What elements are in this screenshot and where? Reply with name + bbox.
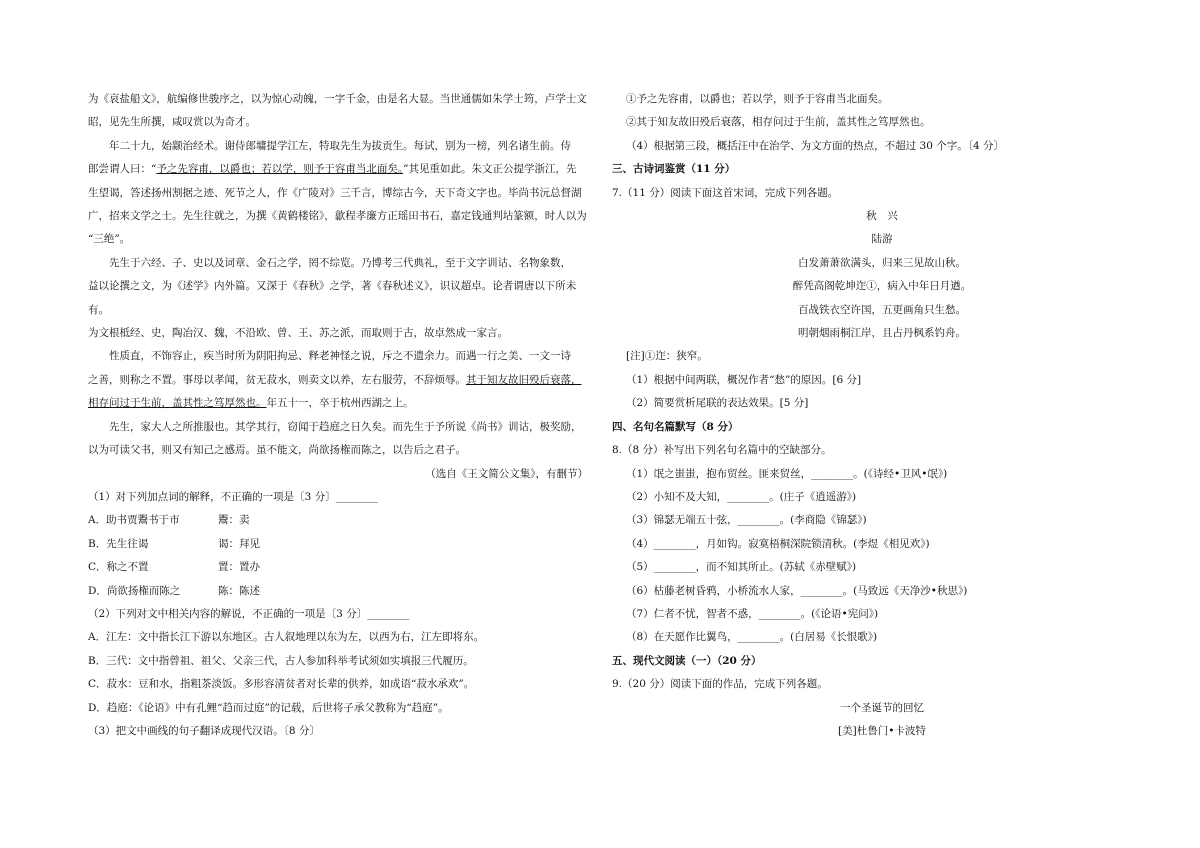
section-heading: 五、现代文阅读（一）（20 分） (612, 654, 762, 667)
text-line: 以为可读父书，则又有知己之感焉。虽不能文，尚欲扬権而陈之，以告后之君子。 (88, 444, 466, 457)
question-9: 9.（20 分）阅读下面的作品，完成下列各题。 (612, 678, 828, 691)
poem-note: [注]①迮：狭窄。 (626, 350, 708, 363)
option-c: C．称之不置 置：置办 (88, 561, 260, 574)
fill-blank-item: （4）________，月如钩。寂寞梧桐深院锁清秋。(李煜《相见欢》) (626, 537, 930, 550)
fill-blank-item: （1）氓之蚩蚩，抱布贸丝。匪来贸丝，________。(《诗经•卫风•氓》) (626, 467, 948, 480)
translation-item: ①予之先容甫，以爵也；若以学，则予于容甫当北面矣。 (626, 93, 889, 105)
option-d: D．尚欲扬権而陈之 陈：陈述 (88, 584, 260, 597)
fill-blank-item: （7）仁者不忧，智者不惑，________。(《论语•宪问》) (626, 607, 879, 620)
text-line: “三绝”。 (88, 233, 131, 246)
text-line: 生望谒，答述扬州割据之迹、死节之人，作《广陵对》三千言，博综古今，天下奇文字也。毕尚书沅总督湖 (88, 186, 582, 199)
text-line: 为文根柢经、史，陶冶汉、魏，不沿欧、曾、王、苏之派，而取则于古，故卓然成一家言。 (88, 327, 508, 340)
text-line: 相存问过于生前，盖其性之笃厚然也。年五十一，卒于杭州西湖之上。 (88, 397, 414, 410)
text-line: 先生于六经、子、史以及词章、金石之学，罔不综览。乃博考三代典礼，至于文字训诂、名物象数， (109, 256, 571, 269)
question-7: 7.（11 分）阅读下面这首宋词，完成下列各题。 (612, 186, 839, 199)
fill-blank-item: （8）在天愿作比翼鸟，________。(白居易《长恨歌》) (626, 631, 878, 644)
left-column (88, 88, 588, 743)
text-line: 广，招来文学之士。先生往就之，为撰《黄鹤楼铭》，歙程孝廉方正瑶田书石，嘉定钱通判坫篆额，时人以为 (88, 210, 587, 223)
poem-title: 秋 兴 (866, 210, 898, 223)
section-heading: 四、名句名篇默写（8 分） (612, 420, 739, 433)
option-b: B．先生往谒 谒：拜见 (88, 537, 260, 550)
text-line: 益以论撰之文，为《述学》内外篇。又深于《春秋》之学，著《春秋述义》，识议超卓。论者谓唐以下所未有。 (88, 280, 577, 316)
story-author: [美]杜鲁门•卡波特 (838, 724, 926, 737)
text-line: 为《哀盐船文》，航编修世骏序之，以为惊心动魄，一字千金，由是名大显。当世通儒如朱学士筠，卢学士文 (88, 93, 587, 105)
question-2: （2）下列对文中相关内容的解说，不正确的一项是〔3 分〕________ (88, 607, 410, 620)
section-heading: 三、古诗词鉴赏（11 分） (612, 163, 736, 176)
text-line: 郎尝谓人曰：“予之先容甫，以爵也；若以学，则予于容甫当北面矣。”其见重如此。朱文正公提学浙江，先 (88, 163, 577, 176)
story-title: 一个圣诞节的回忆 (840, 701, 924, 714)
poem-line: 明朝烟雨桐江岸，且占丹枫系钓舟。 (798, 327, 966, 340)
option-a: A．助书贾鬻书于市 鬻：卖 (88, 514, 250, 527)
text-line: 之善，则称之不置。事母以孝闻，贫无菽水，则卖文以养，左右服劳，不辞烦辱。其于知友故旧殁后衰落， (88, 373, 582, 386)
poem-author: 陆游 (871, 233, 893, 246)
option-c: C．菽水：豆和水，指粗茶淡饭。多形容清贫者对长辈的供养，如成语“菽水承欢”。 (88, 678, 475, 691)
fill-blank-item: （6）枯藤老树昏鸦，小桥流水人家，________。(马致远《天净沙•秋思》) (626, 584, 968, 597)
question-1: （1）对下列加点词的解释，不正确的一项是〔3 分〕________ (88, 490, 378, 503)
option-b: B．三代：文中指曾祖、祖父、父亲三代，古人参加科举考试须如实填报三代履历。 (88, 654, 474, 667)
underlined-sentence-1: 予之先容甫，以爵也；若以学，则予于容甫当北面矣。 (156, 163, 404, 176)
poem-line: 醉凭高阁乾坤迮①，病入中年日月遒。 (792, 280, 972, 293)
text-line: 先生，家大人之所推服也。其学其行，窃闻于趋庭之日久矣。而先生于予所说《尚书》训诂，极奖励， (109, 420, 582, 433)
text-line: 性质直，不饰容止，疾当时所为阴阳拘忌、释老神怪之说，斥之不遗余力。而遇一行之美、一文一诗 (109, 350, 571, 363)
question-3: （3）把文中画线的句子翻译成现代汉语。〔8 分〕 (88, 724, 320, 737)
underlined-sentence-2-cont: 相存问过于生前，盖其性之笃厚然也。 (88, 397, 267, 410)
fill-blank-item: （3）锦瑟无端五十弦，________。(李商隐《锦瑟》) (626, 514, 867, 527)
option-d: D．趋庭：《论语》中有孔鲤“趋而过庭”的记载，后世将子承父教称为“趋庭”。 (88, 701, 449, 714)
translation-item: ②其于知友故旧殁后衰落，相存问过于生前，盖其性之笃厚然也。 (626, 116, 931, 129)
fill-blank-item: （2）小知不及大知，________。(庄子《逍遥游》) (626, 490, 857, 503)
underlined-sentence-2: 其于知友故旧殁后衰落， (466, 373, 582, 386)
text-line: 昭，见先生所撰，咸叹赏以为奇才。 (88, 116, 256, 129)
option-a: A．江左：文中指长江下游以东地区。古人叙地理以东为左，以西为右，江左即将东。 (88, 631, 485, 644)
question-8: 8.（8 分）补写出下列名句名篇中的空缺部分。 (612, 444, 832, 457)
question-7-2: （2）简要赏析尾联的表达效果。[5 分] (626, 397, 809, 410)
question-7-1: （1）根据中间两联，概况作者“愁”的原因。[6 分] (626, 373, 862, 386)
right-column (612, 88, 1112, 743)
text-line: 年二十九，始颛治经术。谢侍郎墉提学江左，特取先生为拔贡生。每试，别为一榜，列名诸生前。侍 (109, 139, 571, 152)
question-4: （4）根据第三段，概括汪中在治学、为文方面的热点，不超过 30 个字。〔4 分〕 (626, 139, 1004, 152)
fill-blank-item: （5）________，而不知其所止。(苏轼《赤壁赋》) (626, 561, 857, 574)
source-citation: （选自《王文简公文集》，有删节） (425, 467, 588, 480)
poem-line: 白发萧萧欲满头，归来三见故山秋。 (798, 256, 966, 269)
poem-line: 百战铁衣空许国，五更画角只生愁。 (798, 303, 966, 316)
